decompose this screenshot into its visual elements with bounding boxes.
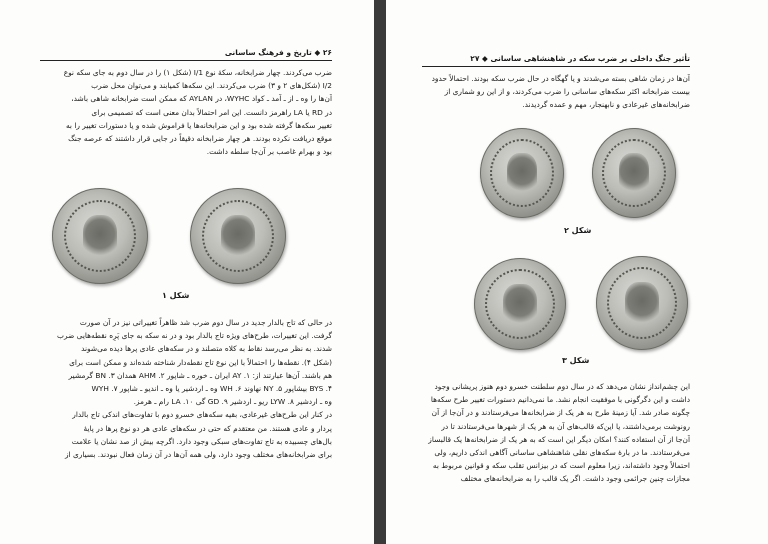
left-page-number: ۲۶ [322, 48, 332, 57]
text-line: بال‌های چسبیده به تاج تفاوت‌های سبکی وجود دارد. اگرچه بیش از صد نشان یا علامت [71, 436, 332, 446]
header-bullet: ◆ [479, 54, 488, 63]
text-line: در RD یا LA راهرمز دانست. این امر احتمالاً بدان معنی است که تصمیمی برای [91, 107, 332, 117]
text-line: آن‌ها را وه ـ از ـ آمد ـ کواد WYHC، در AYLAN که ممکن است ضرابخانه شاهی باشد، [71, 94, 332, 104]
right-page-number: ۲۷ [470, 54, 480, 63]
coin-image [474, 258, 566, 350]
text-line: I/2 (شکل‌های ۲ و ۳) ضرب می‌کردند. این سکه‌ها کمیابند و می‌توان محل ضرب [91, 81, 332, 91]
right-paragraph-2 [422, 380, 690, 486]
right-page-running-title: تأثیر جنگ داخلی بر ضرب سکه در شاهنشاهی ساسانی [490, 54, 690, 63]
text-line: در حالی که تاج بالدار جدید در سال دوم ضرب شد ظاهراً تغییراتی نیز در آن صورت [79, 318, 332, 327]
text-line: می‌فرستادند. ما در بارهٔ سکه‌های نقلی شاهنشاهی ساسانی آگاهی اندکی داریم، ولی [434, 448, 690, 458]
text-line: ۴. BYS بیشاپور ۵. NY نهاوند ۶. WH وه ـ اردشیر یا وه ـ اندیو ـ شاپور ۷. WYH [91, 384, 332, 394]
right-header-rule [422, 66, 690, 67]
text-line: برای ضرابخانه‌های مختلف وجود دارد، ولی همه آن‌ها در آن زمان فعال نبودند. بسیاری از [65, 450, 332, 460]
text-line: پردار و عادی هستند. من معتقدم که حتی در سکه‌های عادی هر دو نوع پرها در پایهٔ [83, 423, 332, 433]
text-line: احتمالاً وجود داشته‌اند، زیرا معلوم است که در بیزانس تقلب سکه و قوانین مربوط به [432, 461, 690, 471]
text-line: ضرب می‌کردند. چهار ضرابخانه، سکهٔ نوع I/1 (شکل ۱) را در سال دوم به جای سکه نوع [63, 68, 332, 77]
left-paragraph-2 [40, 316, 332, 461]
coin-image [592, 128, 676, 218]
text-line: آن‌ها در زمان شاهی بسته می‌شدند و یا گهگاه در حال ضرب سکه بودند. احتمالاً حدود [431, 74, 690, 83]
left-paragraph-1 [40, 66, 332, 158]
coin-image [596, 256, 688, 350]
left-page-running-title: تاریخ و فرهنگ ساسانی [224, 48, 312, 57]
text-line: آن‌جا از آن استفاده کنند؟ امکان دیگر این است که به هر یک از ضرابخانه‌ها یک قالبساز [428, 434, 690, 444]
coin-image [52, 188, 148, 284]
text-line: وه ـ اردشیر ۸. LYW ریو ـ اردشیر ۹. GD گی ۱۰. LA رام ـ هرمز. [133, 397, 332, 407]
coin-image [190, 188, 286, 284]
text-line: در کنار این طرح‌های غیرعادی، بقیه سکه‌های خسرو دوم با تفاوت‌های اندکی تاج بالدار [72, 410, 332, 420]
text-line: گرفت. این تغییرات، طرح‌های ویژه تاج بالدار بود و در نه سکه به جای پَرِه نقطه‌هایی ضرب [57, 331, 332, 341]
text-line: بیست ضرابخانه اکثر سکه‌های ساسانی را ضرب می‌کردند، و از این رو شماری از [444, 87, 690, 97]
text-line: مجازات چنین جرائمی وجود داشت. اگر یک قالب را به ضرابخانه‌های مختلف [460, 474, 690, 484]
text-line: این چشم‌انداز نشان می‌دهد که در سال دوم سلطنت خسرو دوم هنوز پریشانی وجود [434, 382, 690, 391]
left-page-header [120, 48, 332, 57]
figure-1-caption: شکل ۱ [162, 291, 190, 300]
text-line: بود و بهرام غاصب بر آن‌جا سلطه داشت. [206, 147, 332, 157]
header-bullet: ◆ [311, 48, 321, 57]
figure-3-caption: شکل ۳ [562, 356, 590, 365]
book-spine [374, 0, 386, 544]
text-line: چگونه صادر شد. آیا زمینهٔ طرح به هر یک از ضرابخانه‌ها می‌فرستادند و در آن‌جا از آن [431, 408, 690, 418]
right-page-header [422, 54, 690, 63]
text-line: (شکل ۴). نقطه‌ها را احتمالاً با این نوع تاج نقطه‌دار شناخته شده‌اند و ممکن است برای [69, 357, 332, 367]
text-line: هم باشند. آن‌ها عبارتند از: ۱. AY ایران ـ خوره ـ شاپور ۲. AHM همدان ۳. BN گرمشیر [68, 370, 332, 380]
right-page [386, 0, 768, 544]
left-header-rule [40, 60, 332, 61]
text-line: ضرابخانه‌های غیرعادی و نابهنجار، مهم و عمده گردیدند. [522, 100, 690, 110]
text-line: موقع دریافت نکرده بودند. هر چهار ضرابخانه دقیقاً در جایی قرار داشتند که عرصه جنگ [68, 134, 332, 144]
text-line: تغییر سکه‌ها گرفته شده بود و این ضرابخانه‌ها یا فراموش شده و یا دستورات تغییر را به [65, 120, 332, 130]
coin-image [480, 128, 564, 218]
text-line: شدند. به نظر می‌رسد نقاط به کلاه متصلند و در سکه‌های عادی پرها دیده می‌شوند [81, 344, 332, 354]
figure-2-caption: شکل ۲ [564, 226, 592, 235]
text-line: رونوشت برمی‌داشتند، یا این‌که قالب‌های آن به هر یک از شهرها می‌فرستادند تا در [441, 421, 690, 431]
left-page [0, 0, 374, 544]
text-line: داشت و این دگرگونی با موفقیت انجام نشد. ما نمی‌دانیم دستورات تغییر طرح سکه‌ها [430, 395, 690, 405]
right-paragraph-1 [422, 72, 690, 112]
